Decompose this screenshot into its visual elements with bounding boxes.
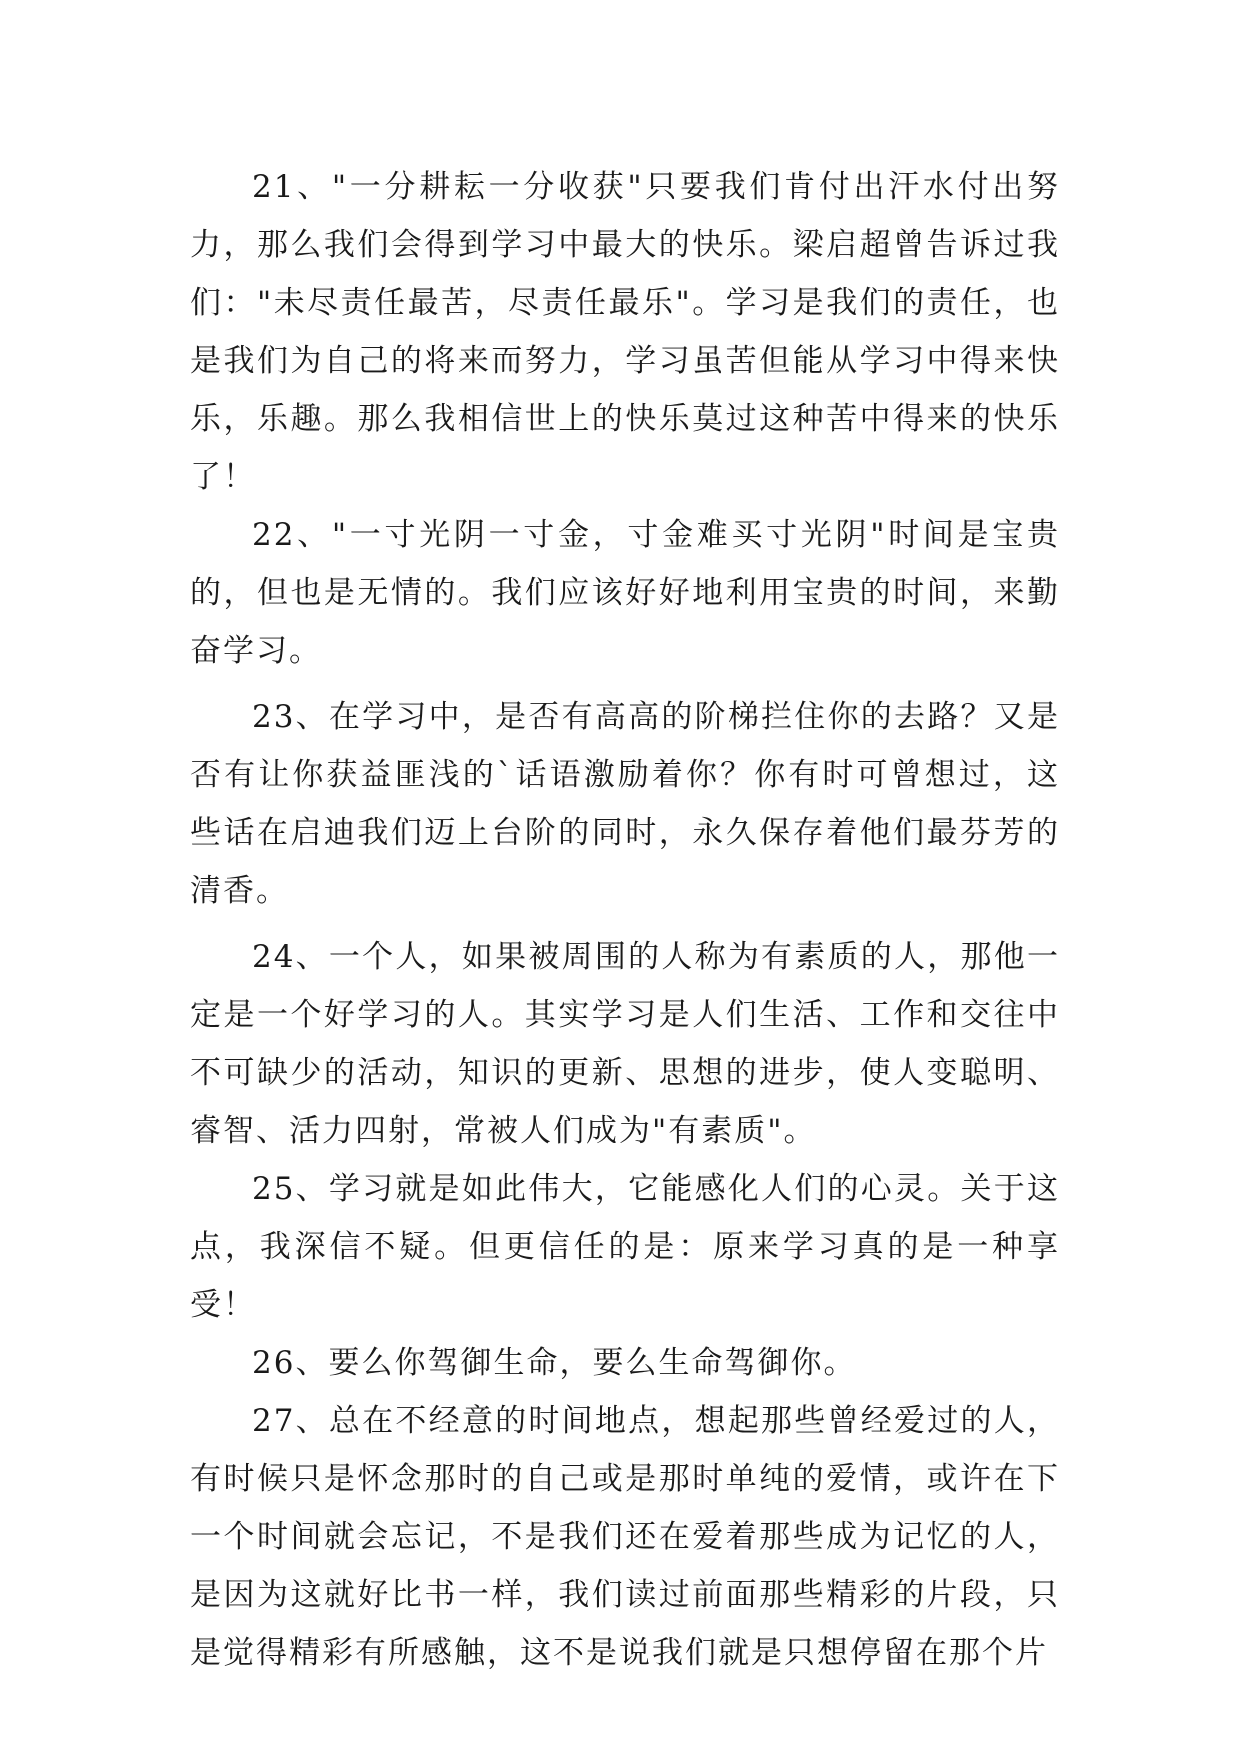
paragraph-24: 24、一个人，如果被周围的人称为有素质的人，那他一定是一个好学习的人。其实学习是人们生活、工作和交往中不可缺少的活动，知识的更新、思想的进步，使人变聪明、睿智、活力四射，常被人们成为"有素质"。 bbox=[190, 939, 1060, 1149]
paragraph-26: 26、要么你驾御生命，要么生命驾御你。 bbox=[252, 1345, 857, 1381]
document-body bbox=[190, 158, 1060, 1682]
paragraph-25: 25、学习就是如此伟大，它能感化人们的心灵。关于这点，我深信不疑。但更信任的是：原来学习真的是一种享受！ bbox=[190, 1171, 1060, 1323]
paragraph-27: 27、总在不经意的时间地点，想起那些曾经爱过的人，有时候只是怀念那时的自己或是那时单纯的爱情，或许在下一个时间就会忘记，不是我们还在爱着那些成为记忆的人，是因为这就好比书一样，我们读过前面那些精彩的片段，只是觉得精彩有所感触，这不是说我们就是只想停留在那个片 bbox=[190, 1403, 1060, 1671]
paragraph-21: 21、"一分耕耘一分收获"只要我们肯付出汗水付出努力，那么我们会得到学习中最大的快乐。梁启超曾告诉过我们："未尽责任最苦，尽责任最乐"。学习是我们的责任，也是我们为自己的将来而努力，学习虽苦但能从学习中得来快乐，乐趣。那么我相信世上的快乐莫过这种苦中得来的快乐了！ bbox=[190, 169, 1060, 495]
paragraph-23: 23、在学习中，是否有高高的阶梯拦住你的去路？又是否有让你获益匪浅的`话语激励着你？你有时可曾想过，这些话在启迪我们迈上台阶的同时，永久保存着他们最芬芳的清香。 bbox=[190, 699, 1060, 909]
paragraph-22: 22、"一寸光阴一寸金，寸金难买寸光阴"时间是宝贵的，但也是无情的。我们应该好好地利用宝贵的时间，来勤奋学习。 bbox=[190, 517, 1060, 669]
